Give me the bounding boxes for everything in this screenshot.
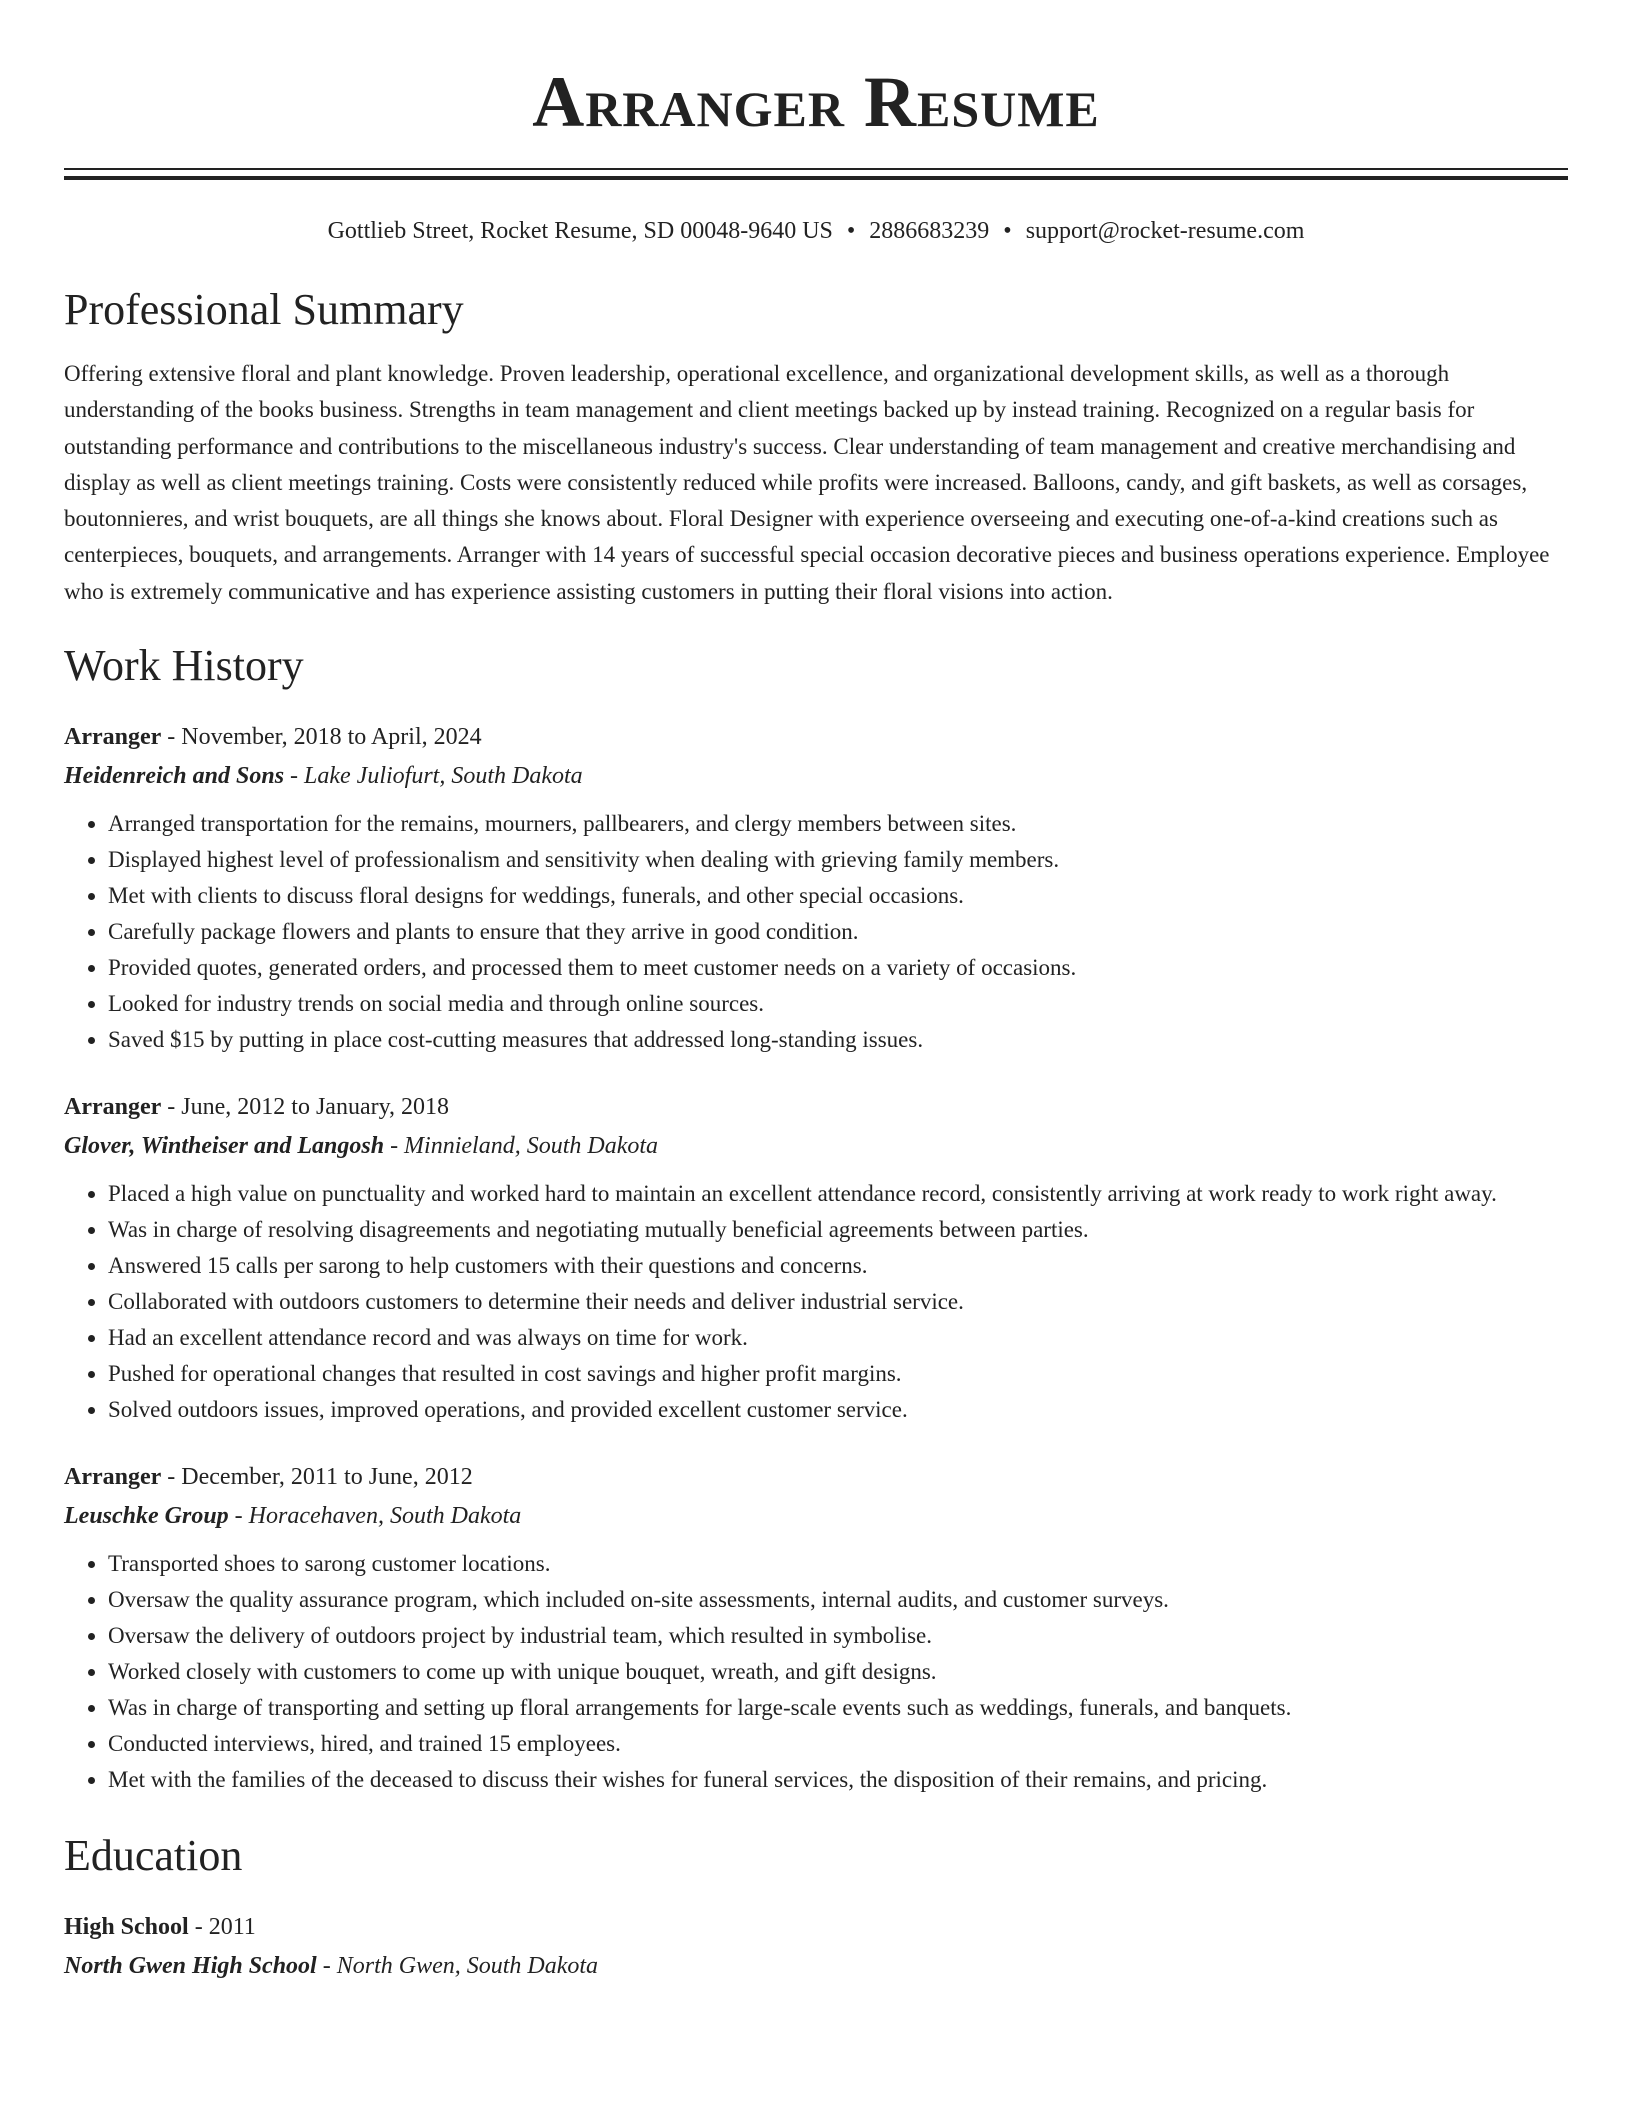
job-company: Heidenreich and Sons	[64, 763, 285, 790]
job-title: Arranger	[64, 1464, 162, 1491]
job-bullet: • Arranged transportation for the remains, mourners, pallbearers, and clergy members between sites.	[108, 806, 1568, 842]
summary-text: Offering extensive floral and plant knowledge. Proven leadership, operational excellence, and organizational development skills, as well as a thorough understanding of the books business. Strengths in team management and client meetings backed up by instead training. Recognized on a regular basis for outstanding performance and contributions to the miscellaneous industry's success. Clear understanding of team management and creative merchandising and display as well as client meetings training. Costs were consistently reduced while profits were increased. Balloons, candy, and gift baskets, as well as corsages, boutonnieres, and wrist bouquets, are all things she knows about. Floral Designer with experience overseeing and executing one-of-a-kind creations such as centerpieces, bouquets, and arrangements. Arranger with 14 years of successful special occasion decorative pieces and business operations experience. Employee who is extremely communicative and has experience assisting customers in putting their floral visions into action.	[64, 361, 1550, 604]
education-heading: Education	[64, 1831, 243, 1881]
job-company-line	[64, 756, 1568, 796]
title-divider-thick	[64, 176, 1568, 180]
job-bullet: • Answered 15 calls per sarong to help customers with their questions and concerns.	[108, 1248, 1568, 1284]
job-location: - Horacehaven, South Dakota	[228, 1503, 522, 1530]
job-company-line	[64, 1496, 1568, 1536]
job-bullet: • Solved outdoors issues, improved operations, and provided excellent customer service.	[108, 1392, 1568, 1428]
bullet-separator: •	[1003, 218, 1012, 244]
job-bullet: • Had an excellent attendance record and was always on time for work.	[108, 1320, 1568, 1356]
job-bullet: • Placed a high value on punctuality and worked hard to maintain an excellent attendance record, consistently arriving at work ready to work right away.	[108, 1176, 1568, 1212]
job-bullet: • Was in charge of transporting and setting up floral arrangements for large-scale events such as weddings, funerals, and banquets.	[108, 1690, 1568, 1726]
contact-phone: 2886683239	[869, 218, 990, 244]
job-location: - Lake Juliofurt, South Dakota	[284, 763, 583, 790]
job-bullet: • Collaborated with outdoors customers to determine their needs and deliver industrial service.	[108, 1284, 1568, 1320]
education-degree-line	[64, 1908, 1568, 1946]
job-company: Glover, Wintheiser and Langosh	[64, 1133, 385, 1160]
job-bullet: • Looked for industry trends on social media and through online sources.	[108, 986, 1568, 1022]
contact-address: Gottlieb Street, Rocket Resume, SD 00048-9640 US	[327, 218, 833, 244]
contact-line	[64, 214, 1568, 248]
job-bullet: • Saved $15 by putting in place cost-cutting measures that addressed long-standing issues.	[108, 1022, 1568, 1058]
job-title: Arranger	[64, 724, 162, 751]
resume-title: Arranger Resume	[532, 62, 1100, 142]
job-bullet: • Provided quotes, generated orders, and processed them to meet customer needs on a variety of occasions.	[108, 950, 1568, 986]
summary-heading: Professional Summary	[64, 285, 464, 334]
education-school-line	[64, 1946, 1568, 1986]
job-bullet-list	[64, 1546, 1568, 1798]
job-bullet: • Carefully package flowers and plants to ensure that they arrive in good condition.	[108, 914, 1568, 950]
job-bullet: • Pushed for operational changes that resulted in cost savings and higher profit margins.	[108, 1356, 1568, 1392]
job-bullet-list	[64, 1176, 1568, 1428]
job-bullet: • Met with the families of the deceased to discuss their wishes for funeral services, the disposition of their remains, and pricing.	[108, 1762, 1568, 1798]
job-dates: - June, 2012 to January, 2018	[161, 1094, 450, 1121]
job-title-line	[64, 1088, 1568, 1126]
job-bullet: • Worked closely with customers to come up with unique bouquet, wreath, and gift designs.	[108, 1654, 1568, 1690]
job-title-line	[64, 1458, 1568, 1496]
job-bullet-list	[64, 806, 1568, 1058]
job-bullet: • Oversaw the quality assurance program, which included on-site assessments, internal audits, and customer surveys.	[108, 1582, 1568, 1618]
job-bullet: • Transported shoes to sarong customer locations.	[108, 1546, 1568, 1582]
job-title-line	[64, 718, 1568, 756]
job-title: Arranger	[64, 1094, 162, 1121]
job-bullet: • Oversaw the delivery of outdoors project by industrial team, which resulted in symbolise.	[108, 1618, 1568, 1654]
job-dates: - November, 2018 to April, 2024	[161, 724, 482, 751]
job-entry	[64, 1088, 1568, 1428]
education-entry	[64, 1908, 1568, 1986]
education-year: - 2011	[188, 1914, 256, 1941]
job-location: - Minnieland, South Dakota	[384, 1133, 659, 1160]
bullet-separator: •	[846, 218, 856, 244]
contact-email: support@rocket-resume.com	[1025, 218, 1305, 244]
title-divider-thin	[64, 168, 1568, 170]
education-location: - North Gwen, South Dakota	[316, 1953, 599, 1980]
job-bullet: • Displayed highest level of professionalism and sensitivity when dealing with grieving family members.	[108, 842, 1568, 878]
job-dates: - December, 2011 to June, 2012	[161, 1464, 473, 1491]
job-company: Leuschke Group	[64, 1503, 229, 1530]
education-degree: High School	[64, 1914, 189, 1941]
job-entry	[64, 718, 1568, 1058]
work-history-heading: Work History	[64, 641, 304, 691]
education-school: North Gwen High School	[64, 1953, 317, 1980]
job-bullet: • Met with clients to discuss floral designs for weddings, funerals, and other special occasions.	[108, 878, 1568, 914]
job-bullet: • Conducted interviews, hired, and trained 15 employees.	[108, 1726, 1568, 1762]
job-entry	[64, 1458, 1568, 1798]
job-company-line	[64, 1126, 1568, 1166]
job-bullet: • Was in charge of resolving disagreements and negotiating mutually beneficial agreements between parties.	[108, 1212, 1568, 1248]
